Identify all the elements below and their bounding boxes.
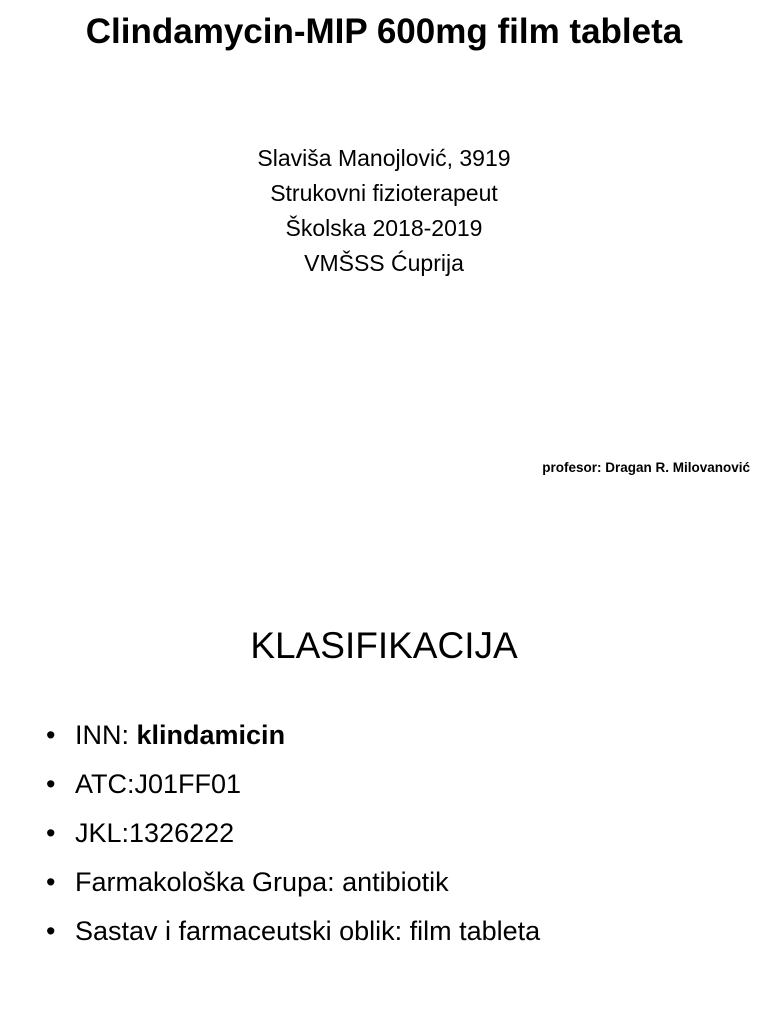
group-text: Farmakološka Grupa: antibiotik bbox=[75, 867, 449, 897]
jkl-text: JKL:1326222 bbox=[75, 818, 235, 848]
institution-line: VMŠSS Ćuprija bbox=[304, 250, 464, 276]
classification-list bbox=[46, 711, 540, 956]
inn-value: klindamicin bbox=[136, 720, 286, 750]
list-item-composition bbox=[46, 907, 540, 956]
classification-slide bbox=[0, 580, 768, 1000]
bullet-icon: • bbox=[46, 818, 56, 848]
school-year-line: Školska 2018-2019 bbox=[285, 215, 483, 241]
bullet-icon: • bbox=[46, 867, 56, 897]
author-line: Slaviša Manojlović, 3919 bbox=[257, 145, 511, 171]
list-item-atc bbox=[46, 760, 540, 809]
professor-credit: profesor: Dragan R. Milovanović bbox=[542, 460, 750, 475]
composition-text: Sastav i farmaceutski oblik: film tableta bbox=[75, 916, 541, 946]
inn-label: INN: bbox=[75, 720, 137, 750]
list-item-group bbox=[46, 858, 540, 907]
bullet-icon: • bbox=[46, 916, 56, 946]
list-item-jkl bbox=[46, 809, 540, 858]
title-slide bbox=[0, 0, 768, 500]
atc-text: ATC:J01FF01 bbox=[75, 769, 242, 799]
list-item-inn bbox=[46, 711, 540, 760]
subtitle-block bbox=[0, 141, 768, 281]
section-title: KLASIFIKACIJA bbox=[250, 625, 518, 666]
program-line: Strukovni fizioterapeut bbox=[270, 180, 498, 206]
bullet-icon: • bbox=[46, 720, 56, 750]
bullet-icon: • bbox=[46, 769, 56, 799]
presentation-title: Clindamycin-MIP 600mg film tableta bbox=[85, 12, 683, 51]
